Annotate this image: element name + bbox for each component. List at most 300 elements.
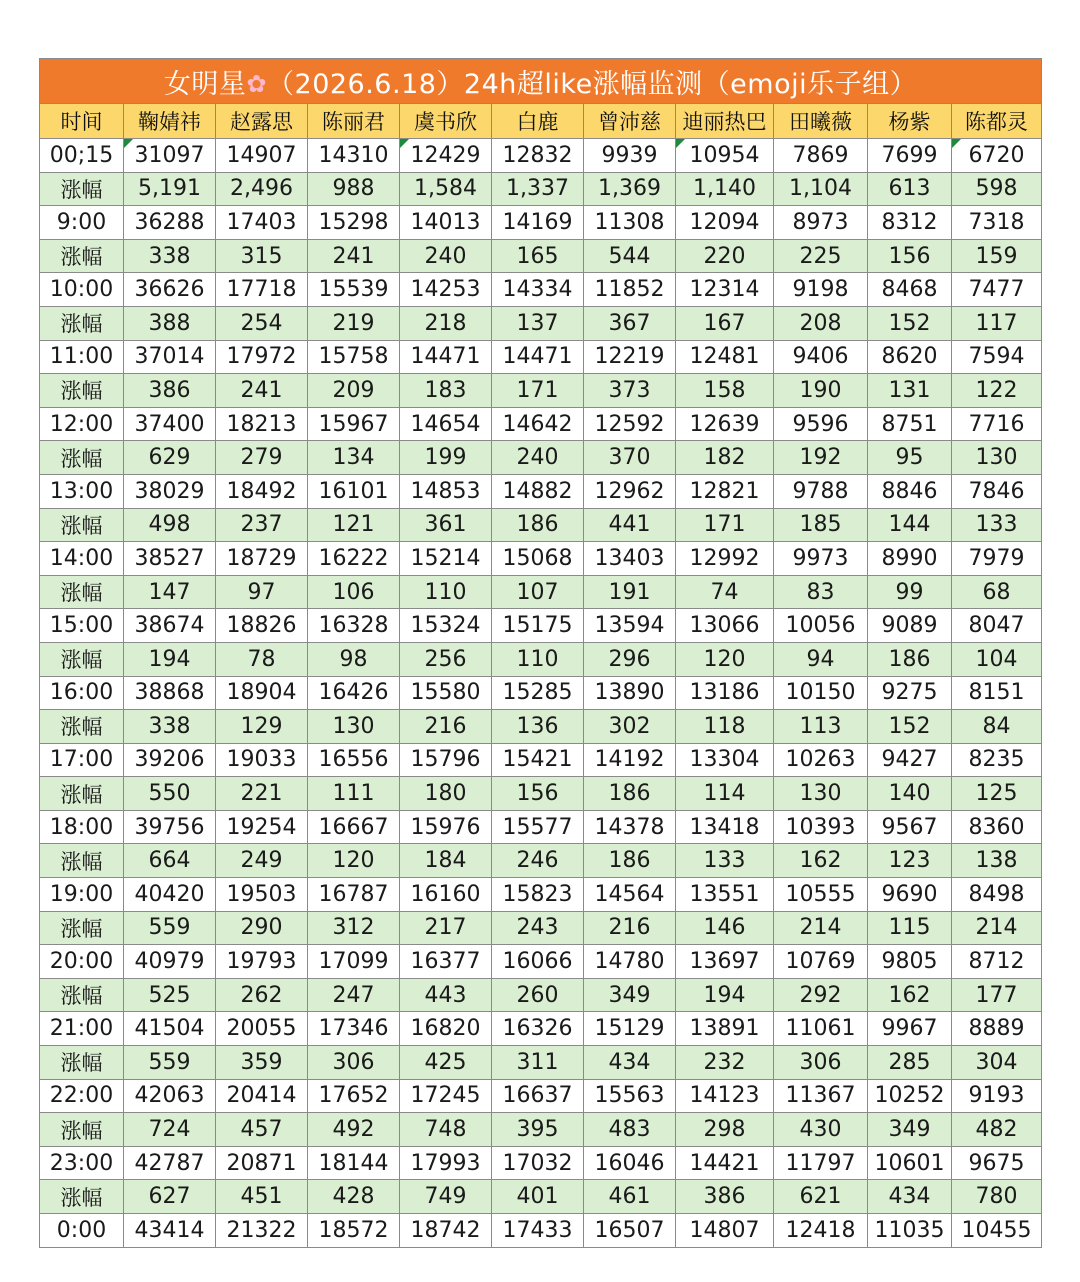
value-cell: 8846 bbox=[868, 474, 952, 508]
value-cell: 11852 bbox=[584, 273, 676, 307]
gain-cell: 434 bbox=[868, 1180, 952, 1214]
value-cell: 16328 bbox=[308, 609, 400, 643]
gain-cell: 241 bbox=[216, 374, 308, 408]
gain-cell: 388 bbox=[124, 306, 216, 340]
value-cell: 11367 bbox=[774, 1079, 868, 1113]
gain-cell: 240 bbox=[492, 441, 584, 475]
gain-cell: 214 bbox=[774, 911, 868, 945]
gain-cell: 544 bbox=[584, 239, 676, 273]
gain-cell: 84 bbox=[952, 710, 1042, 744]
value-cell: 14654 bbox=[400, 407, 492, 441]
value-cell: 13551 bbox=[676, 878, 774, 912]
value-cell: 7699 bbox=[868, 139, 952, 173]
value-cell: 14253 bbox=[400, 273, 492, 307]
value-cell: 17099 bbox=[308, 945, 400, 979]
time-row bbox=[40, 206, 1042, 240]
column-header: 杨紫 bbox=[868, 104, 952, 139]
value-cell: 13403 bbox=[584, 542, 676, 576]
value-cell: 15324 bbox=[400, 609, 492, 643]
value-cell: 9275 bbox=[868, 676, 952, 710]
value-cell: 8047 bbox=[952, 609, 1042, 643]
value-cell: 18492 bbox=[216, 474, 308, 508]
gain-cell: 559 bbox=[124, 1046, 216, 1080]
gain-cell: 457 bbox=[216, 1113, 308, 1147]
gain-row bbox=[40, 239, 1042, 273]
value-cell: 7869 bbox=[774, 139, 868, 173]
gain-cell: 492 bbox=[308, 1113, 400, 1147]
gain-cell: 401 bbox=[492, 1180, 584, 1214]
gain-label: 涨幅 bbox=[40, 1113, 124, 1147]
value-cell: 14882 bbox=[492, 474, 584, 508]
gain-cell: 218 bbox=[400, 306, 492, 340]
value-cell: 38868 bbox=[124, 676, 216, 710]
gain-label: 涨幅 bbox=[40, 239, 124, 273]
gain-cell: 130 bbox=[774, 777, 868, 811]
value-cell: 14907 bbox=[216, 139, 308, 173]
gain-cell: 306 bbox=[774, 1046, 868, 1080]
time-cell: 0:00 bbox=[40, 1214, 124, 1248]
value-cell: 10455 bbox=[952, 1214, 1042, 1248]
gain-cell: 315 bbox=[216, 239, 308, 273]
gain-cell: 147 bbox=[124, 575, 216, 609]
gain-cell: 220 bbox=[676, 239, 774, 273]
gain-cell: 156 bbox=[492, 777, 584, 811]
value-cell: 8973 bbox=[774, 206, 868, 240]
gain-label: 涨幅 bbox=[40, 172, 124, 206]
gain-cell: 621 bbox=[774, 1180, 868, 1214]
gain-cell: 183 bbox=[400, 374, 492, 408]
value-cell: 42787 bbox=[124, 1146, 216, 1180]
value-cell: 18213 bbox=[216, 407, 308, 441]
value-cell: 14853 bbox=[400, 474, 492, 508]
gain-cell: 162 bbox=[868, 978, 952, 1012]
gain-cell: 171 bbox=[676, 508, 774, 542]
value-cell: 31097 bbox=[124, 139, 216, 173]
time-row bbox=[40, 743, 1042, 777]
gain-cell: 370 bbox=[584, 441, 676, 475]
gain-cell: 152 bbox=[868, 306, 952, 340]
gain-cell: 199 bbox=[400, 441, 492, 475]
value-cell: 14378 bbox=[584, 810, 676, 844]
gain-cell: 550 bbox=[124, 777, 216, 811]
value-cell: 9973 bbox=[774, 542, 868, 576]
gain-cell: 94 bbox=[774, 642, 868, 676]
value-cell: 6720 bbox=[952, 139, 1042, 173]
gain-cell: 386 bbox=[676, 1180, 774, 1214]
time-cell: 17:00 bbox=[40, 743, 124, 777]
gain-cell: 110 bbox=[492, 642, 584, 676]
gain-cell: 5,191 bbox=[124, 172, 216, 206]
value-cell: 17346 bbox=[308, 1012, 400, 1046]
gain-cell: 182 bbox=[676, 441, 774, 475]
gain-cell: 214 bbox=[952, 911, 1042, 945]
gain-cell: 184 bbox=[400, 844, 492, 878]
gain-cell: 194 bbox=[676, 978, 774, 1012]
value-cell: 11797 bbox=[774, 1146, 868, 1180]
value-cell: 8751 bbox=[868, 407, 952, 441]
gain-cell: 185 bbox=[774, 508, 868, 542]
gain-cell: 130 bbox=[308, 710, 400, 744]
time-cell: 23:00 bbox=[40, 1146, 124, 1180]
cherry-blossom-icon: ✿ bbox=[246, 69, 268, 98]
gain-cell: 361 bbox=[400, 508, 492, 542]
value-cell: 20055 bbox=[216, 1012, 308, 1046]
gain-cell: 338 bbox=[124, 710, 216, 744]
gain-label: 涨幅 bbox=[40, 844, 124, 878]
value-cell: 13697 bbox=[676, 945, 774, 979]
value-cell: 14642 bbox=[492, 407, 584, 441]
value-cell: 17972 bbox=[216, 340, 308, 374]
gain-label: 涨幅 bbox=[40, 710, 124, 744]
value-cell: 17718 bbox=[216, 273, 308, 307]
gain-cell: 312 bbox=[308, 911, 400, 945]
value-cell: 8151 bbox=[952, 676, 1042, 710]
gain-row bbox=[40, 1180, 1042, 1214]
gain-cell: 349 bbox=[868, 1113, 952, 1147]
value-cell: 9690 bbox=[868, 878, 952, 912]
value-cell: 14780 bbox=[584, 945, 676, 979]
value-cell: 36288 bbox=[124, 206, 216, 240]
gain-cell: 461 bbox=[584, 1180, 676, 1214]
gain-cell: 338 bbox=[124, 239, 216, 273]
column-header: 白鹿 bbox=[492, 104, 584, 139]
title-suffix: （2026.6.18）24h超like涨幅监测（emoji乐子组） bbox=[267, 68, 918, 100]
gain-cell: 113 bbox=[774, 710, 868, 744]
value-cell: 38029 bbox=[124, 474, 216, 508]
gain-cell: 296 bbox=[584, 642, 676, 676]
value-cell: 14564 bbox=[584, 878, 676, 912]
gain-cell: 219 bbox=[308, 306, 400, 340]
value-cell: 8498 bbox=[952, 878, 1042, 912]
time-cell: 9:00 bbox=[40, 206, 124, 240]
gain-cell: 186 bbox=[492, 508, 584, 542]
time-cell: 21:00 bbox=[40, 1012, 124, 1046]
value-cell: 15285 bbox=[492, 676, 584, 710]
gain-cell: 237 bbox=[216, 508, 308, 542]
value-cell: 7716 bbox=[952, 407, 1042, 441]
gain-cell: 1,337 bbox=[492, 172, 584, 206]
value-cell: 16637 bbox=[492, 1079, 584, 1113]
value-cell: 8712 bbox=[952, 945, 1042, 979]
value-cell: 9406 bbox=[774, 340, 868, 374]
gain-cell: 121 bbox=[308, 508, 400, 542]
time-cell: 22:00 bbox=[40, 1079, 124, 1113]
time-row bbox=[40, 1146, 1042, 1180]
gain-cell: 441 bbox=[584, 508, 676, 542]
value-cell: 17433 bbox=[492, 1214, 584, 1248]
gain-cell: 120 bbox=[308, 844, 400, 878]
value-cell: 18826 bbox=[216, 609, 308, 643]
gain-cell: 167 bbox=[676, 306, 774, 340]
gain-row bbox=[40, 978, 1042, 1012]
value-cell: 12832 bbox=[492, 139, 584, 173]
time-cell: 13:00 bbox=[40, 474, 124, 508]
gain-cell: 122 bbox=[952, 374, 1042, 408]
header-row bbox=[40, 104, 1042, 139]
value-cell: 7594 bbox=[952, 340, 1042, 374]
gain-cell: 125 bbox=[952, 777, 1042, 811]
gain-label: 涨幅 bbox=[40, 978, 124, 1012]
gain-cell: 217 bbox=[400, 911, 492, 945]
gain-cell: 749 bbox=[400, 1180, 492, 1214]
value-cell: 10150 bbox=[774, 676, 868, 710]
value-cell: 13891 bbox=[676, 1012, 774, 1046]
gain-row bbox=[40, 777, 1042, 811]
value-cell: 7846 bbox=[952, 474, 1042, 508]
value-cell: 9805 bbox=[868, 945, 952, 979]
value-cell: 13066 bbox=[676, 609, 774, 643]
gain-cell: 525 bbox=[124, 978, 216, 1012]
value-cell: 9567 bbox=[868, 810, 952, 844]
value-cell: 36626 bbox=[124, 273, 216, 307]
value-cell: 8620 bbox=[868, 340, 952, 374]
value-cell: 15129 bbox=[584, 1012, 676, 1046]
gain-cell: 443 bbox=[400, 978, 492, 1012]
gain-cell: 180 bbox=[400, 777, 492, 811]
time-row bbox=[40, 609, 1042, 643]
value-cell: 14123 bbox=[676, 1079, 774, 1113]
value-cell: 15539 bbox=[308, 273, 400, 307]
monitor-table bbox=[39, 58, 1042, 1248]
value-cell: 39206 bbox=[124, 743, 216, 777]
value-cell: 18572 bbox=[308, 1214, 400, 1248]
gain-cell: 724 bbox=[124, 1113, 216, 1147]
value-cell: 7477 bbox=[952, 273, 1042, 307]
value-cell: 15796 bbox=[400, 743, 492, 777]
value-cell: 12481 bbox=[676, 340, 774, 374]
gain-row bbox=[40, 172, 1042, 206]
value-cell: 18144 bbox=[308, 1146, 400, 1180]
gain-cell: 434 bbox=[584, 1046, 676, 1080]
gain-label: 涨幅 bbox=[40, 575, 124, 609]
value-cell: 19254 bbox=[216, 810, 308, 844]
gain-cell: 285 bbox=[868, 1046, 952, 1080]
value-cell: 15175 bbox=[492, 609, 584, 643]
gain-cell: 349 bbox=[584, 978, 676, 1012]
value-cell: 16820 bbox=[400, 1012, 492, 1046]
value-cell: 16426 bbox=[308, 676, 400, 710]
gain-cell: 208 bbox=[774, 306, 868, 340]
table-title bbox=[40, 59, 1042, 104]
value-cell: 14169 bbox=[492, 206, 584, 240]
gain-cell: 110 bbox=[400, 575, 492, 609]
gain-cell: 279 bbox=[216, 441, 308, 475]
value-cell: 9427 bbox=[868, 743, 952, 777]
gain-cell: 373 bbox=[584, 374, 676, 408]
gain-cell: 186 bbox=[584, 844, 676, 878]
value-cell: 12962 bbox=[584, 474, 676, 508]
gain-cell: 240 bbox=[400, 239, 492, 273]
value-cell: 12821 bbox=[676, 474, 774, 508]
value-cell: 42063 bbox=[124, 1079, 216, 1113]
gain-cell: 209 bbox=[308, 374, 400, 408]
value-cell: 40979 bbox=[124, 945, 216, 979]
value-cell: 15421 bbox=[492, 743, 584, 777]
gain-label: 涨幅 bbox=[40, 306, 124, 340]
value-cell: 13304 bbox=[676, 743, 774, 777]
gain-label: 涨幅 bbox=[40, 911, 124, 945]
time-row bbox=[40, 139, 1042, 173]
value-cell: 16326 bbox=[492, 1012, 584, 1046]
value-cell: 10056 bbox=[774, 609, 868, 643]
gain-row bbox=[40, 441, 1042, 475]
value-cell: 14192 bbox=[584, 743, 676, 777]
gain-cell: 186 bbox=[868, 642, 952, 676]
value-cell: 20871 bbox=[216, 1146, 308, 1180]
value-cell: 15967 bbox=[308, 407, 400, 441]
gain-cell: 117 bbox=[952, 306, 1042, 340]
gain-row bbox=[40, 1113, 1042, 1147]
value-cell: 12592 bbox=[584, 407, 676, 441]
gain-label: 涨幅 bbox=[40, 642, 124, 676]
value-cell: 10601 bbox=[868, 1146, 952, 1180]
value-cell: 16160 bbox=[400, 878, 492, 912]
gain-cell: 129 bbox=[216, 710, 308, 744]
gain-cell: 262 bbox=[216, 978, 308, 1012]
table-body bbox=[40, 139, 1042, 1248]
value-cell: 12992 bbox=[676, 542, 774, 576]
value-cell: 12429 bbox=[400, 139, 492, 173]
time-row bbox=[40, 1079, 1042, 1113]
gain-cell: 613 bbox=[868, 172, 952, 206]
time-row bbox=[40, 474, 1042, 508]
value-cell: 16556 bbox=[308, 743, 400, 777]
value-cell: 16066 bbox=[492, 945, 584, 979]
gain-cell: 107 bbox=[492, 575, 584, 609]
gain-cell: 144 bbox=[868, 508, 952, 542]
value-cell: 9198 bbox=[774, 273, 868, 307]
gain-cell: 249 bbox=[216, 844, 308, 878]
gain-cell: 302 bbox=[584, 710, 676, 744]
value-cell: 15577 bbox=[492, 810, 584, 844]
value-cell: 11035 bbox=[868, 1214, 952, 1248]
gain-cell: 598 bbox=[952, 172, 1042, 206]
value-cell: 19033 bbox=[216, 743, 308, 777]
value-cell: 9939 bbox=[584, 139, 676, 173]
gain-cell: 1,369 bbox=[584, 172, 676, 206]
gain-cell: 83 bbox=[774, 575, 868, 609]
gain-label: 涨幅 bbox=[40, 777, 124, 811]
gain-cell: 158 bbox=[676, 374, 774, 408]
value-cell: 11061 bbox=[774, 1012, 868, 1046]
gain-cell: 232 bbox=[676, 1046, 774, 1080]
value-cell: 12314 bbox=[676, 273, 774, 307]
time-cell: 10:00 bbox=[40, 273, 124, 307]
gain-cell: 260 bbox=[492, 978, 584, 1012]
gain-cell: 425 bbox=[400, 1046, 492, 1080]
gain-cell: 386 bbox=[124, 374, 216, 408]
gain-cell: 111 bbox=[308, 777, 400, 811]
time-row bbox=[40, 340, 1042, 374]
value-cell: 15214 bbox=[400, 542, 492, 576]
gain-cell: 140 bbox=[868, 777, 952, 811]
column-header: 迪丽热巴 bbox=[676, 104, 774, 139]
gain-cell: 99 bbox=[868, 575, 952, 609]
gain-cell: 430 bbox=[774, 1113, 868, 1147]
value-cell: 13890 bbox=[584, 676, 676, 710]
gain-cell: 451 bbox=[216, 1180, 308, 1214]
gain-cell: 95 bbox=[868, 441, 952, 475]
value-cell: 9596 bbox=[774, 407, 868, 441]
value-cell: 18742 bbox=[400, 1214, 492, 1248]
value-cell: 15068 bbox=[492, 542, 584, 576]
time-row bbox=[40, 273, 1042, 307]
value-cell: 8990 bbox=[868, 542, 952, 576]
time-row bbox=[40, 676, 1042, 710]
value-cell: 16787 bbox=[308, 878, 400, 912]
gain-cell: 137 bbox=[492, 306, 584, 340]
value-cell: 14310 bbox=[308, 139, 400, 173]
time-row bbox=[40, 542, 1042, 576]
value-cell: 9193 bbox=[952, 1079, 1042, 1113]
gain-cell: 74 bbox=[676, 575, 774, 609]
value-cell: 16667 bbox=[308, 810, 400, 844]
gain-cell: 395 bbox=[492, 1113, 584, 1147]
gain-cell: 2,496 bbox=[216, 172, 308, 206]
time-cell: 12:00 bbox=[40, 407, 124, 441]
gain-cell: 162 bbox=[774, 844, 868, 878]
value-cell: 13418 bbox=[676, 810, 774, 844]
column-header: 曾沛慈 bbox=[584, 104, 676, 139]
gain-cell: 120 bbox=[676, 642, 774, 676]
gain-cell: 1,140 bbox=[676, 172, 774, 206]
gain-cell: 247 bbox=[308, 978, 400, 1012]
gain-cell: 146 bbox=[676, 911, 774, 945]
value-cell: 7979 bbox=[952, 542, 1042, 576]
gain-cell: 304 bbox=[952, 1046, 1042, 1080]
gain-cell: 68 bbox=[952, 575, 1042, 609]
value-cell: 10555 bbox=[774, 878, 868, 912]
gain-cell: 221 bbox=[216, 777, 308, 811]
gain-cell: 359 bbox=[216, 1046, 308, 1080]
column-header: 陈都灵 bbox=[952, 104, 1042, 139]
value-cell: 20414 bbox=[216, 1079, 308, 1113]
column-header: 田曦薇 bbox=[774, 104, 868, 139]
value-cell: 12418 bbox=[774, 1214, 868, 1248]
gain-row bbox=[40, 306, 1042, 340]
value-cell: 14471 bbox=[400, 340, 492, 374]
gain-cell: 367 bbox=[584, 306, 676, 340]
gain-cell: 171 bbox=[492, 374, 584, 408]
value-cell: 13594 bbox=[584, 609, 676, 643]
value-cell: 13186 bbox=[676, 676, 774, 710]
gain-cell: 186 bbox=[584, 777, 676, 811]
value-cell: 17652 bbox=[308, 1079, 400, 1113]
value-cell: 37014 bbox=[124, 340, 216, 374]
gain-cell: 138 bbox=[952, 844, 1042, 878]
time-row bbox=[40, 407, 1042, 441]
gain-cell: 298 bbox=[676, 1113, 774, 1147]
gain-cell: 78 bbox=[216, 642, 308, 676]
value-cell: 8889 bbox=[952, 1012, 1042, 1046]
gain-label: 涨幅 bbox=[40, 374, 124, 408]
gain-cell: 130 bbox=[952, 441, 1042, 475]
gain-cell: 134 bbox=[308, 441, 400, 475]
gain-cell: 133 bbox=[676, 844, 774, 878]
value-cell: 17032 bbox=[492, 1146, 584, 1180]
gain-cell: 1,584 bbox=[400, 172, 492, 206]
value-cell: 12639 bbox=[676, 407, 774, 441]
column-header: 鞠婧祎 bbox=[124, 104, 216, 139]
value-cell: 14013 bbox=[400, 206, 492, 240]
gain-cell: 559 bbox=[124, 911, 216, 945]
value-cell: 14807 bbox=[676, 1214, 774, 1248]
value-cell: 19503 bbox=[216, 878, 308, 912]
time-row bbox=[40, 1214, 1042, 1248]
time-row bbox=[40, 945, 1042, 979]
value-cell: 41504 bbox=[124, 1012, 216, 1046]
time-cell: 18:00 bbox=[40, 810, 124, 844]
